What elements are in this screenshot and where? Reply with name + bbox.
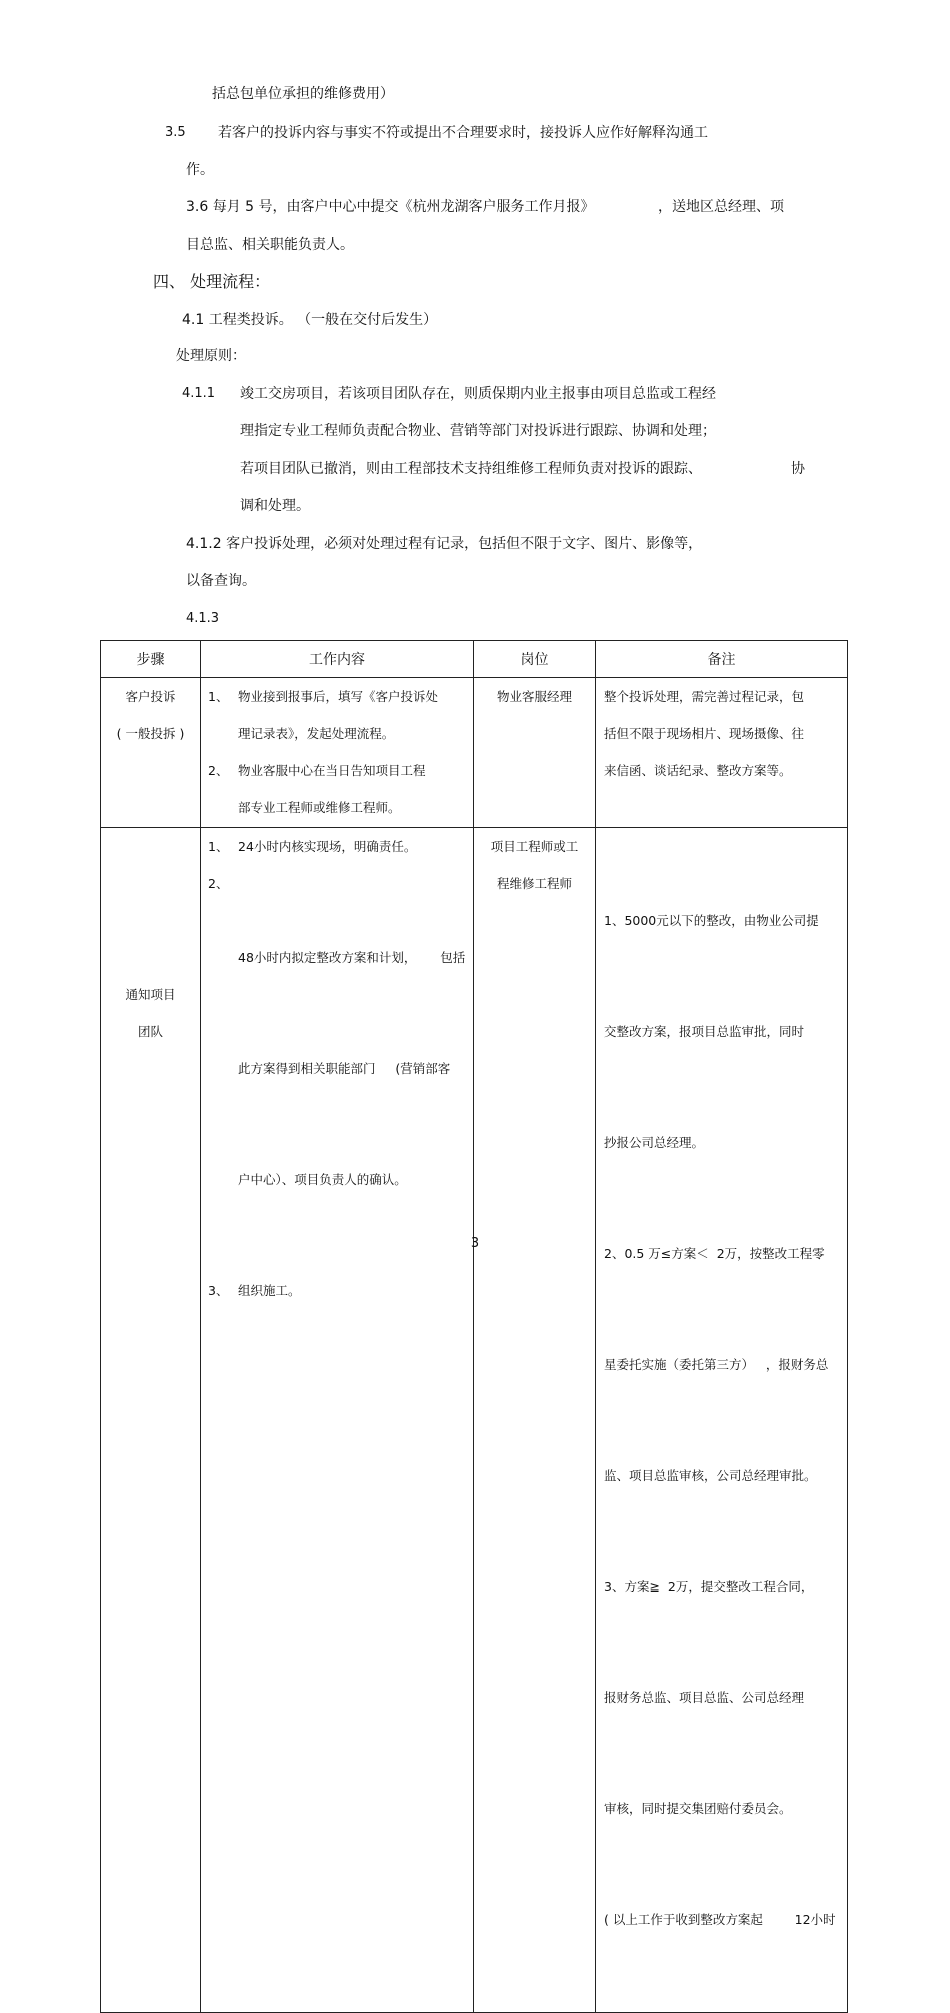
- note-line: 监、项目总监审核，公司总经理审批。: [604, 1468, 817, 1483]
- process-table: [100, 640, 848, 2013]
- work-line: 理记录表》，发起处理流程。: [238, 726, 395, 741]
- notes-cell: [596, 828, 848, 2013]
- note-line: 括但不限于现场相片、现场摄像、往: [604, 726, 805, 741]
- work-item: [201, 752, 473, 826]
- note-line: 来信函、谈话纪录、整改方案等。: [604, 763, 792, 778]
- post-cell: [474, 828, 596, 2013]
- subsection-heading: 4.1 工程类投诉。 （一般在交付后发生）: [182, 312, 438, 328]
- step-label: 团队: [137, 1024, 163, 1039]
- note-line: 星委托实施（委托第三方） ，报财务总: [604, 1357, 829, 1372]
- table-row: [101, 828, 848, 2013]
- para-line: 目总监、相关职能负责人。: [186, 237, 354, 253]
- para-line: 括总包单位承担的维修费用）: [212, 86, 394, 102]
- note-line: 3、方案≧ 2万，提交整改工程合同，: [604, 1579, 814, 1594]
- item-index: 2、: [208, 763, 229, 778]
- work-line: 物业客服中心在当日告知项目工程: [238, 763, 426, 778]
- header-work: 工作内容: [201, 641, 474, 678]
- item-index: 1、: [208, 839, 229, 854]
- note-line: 整个投诉处理，需完善过程记录，包: [604, 689, 805, 704]
- para-line: 若客户的投诉内容与事实不符或提出不合理要求时，接投诉人应作好解释沟通工: [218, 125, 708, 141]
- work-line: 物业接到报事后，填写《客户投诉处: [238, 689, 439, 704]
- note-line: 交整改方案，报项目总监审批，同时: [604, 1024, 805, 1039]
- para-line: 4.1.2 客户投诉处理，必须对处理过程有记录，包括但不限于文字、图片、影像等，: [186, 536, 703, 552]
- post-cell: [474, 678, 596, 828]
- header-notes: 备注: [596, 641, 848, 678]
- note-line: 2、0.5 万≤方案＜ 2万，按整改工程零: [604, 1246, 825, 1261]
- work-cell: [201, 678, 474, 828]
- item-index: 1、: [208, 689, 229, 704]
- notes-cell: [596, 678, 848, 828]
- item-index: 2、: [208, 876, 229, 891]
- work-line: 组织施工。: [238, 1283, 301, 1298]
- work-item: [201, 828, 473, 865]
- header-step: 步骤: [101, 641, 201, 678]
- note-line: 审核，同时提交集团赔付委员会。: [604, 1801, 792, 1816]
- work-line: 户中心）、项目负责人的确认。: [238, 1172, 407, 1187]
- post-label: 程维修工程师: [496, 876, 572, 891]
- section-heading: 四、 处理流程：: [153, 272, 271, 291]
- para-line: 若项目团队已撤消，则由工程部技术支持组维修工程师负责对投诉的跟踪、: [240, 461, 702, 477]
- work-item: [201, 865, 473, 1272]
- note-line: ( 以上工作于收到整改方案起 12小时: [604, 1912, 836, 1927]
- header-post: 岗位: [474, 641, 596, 678]
- page-number: 3: [470, 1236, 480, 1251]
- work-line: 部专业工程师或维修工程师。: [238, 800, 401, 815]
- para-line: 作。: [186, 162, 214, 178]
- step-cell: [101, 828, 201, 2013]
- work-item: [201, 1272, 473, 1309]
- para-line: 调和处理。: [240, 498, 310, 514]
- work-line: 48小时内拟定整改方案和计划， 包括: [238, 950, 466, 965]
- note-line: 1、5000元以下的整改，由物业公司提: [604, 913, 819, 928]
- para-line: 竣工交房项目，若该项目团队存在，则质保期内业主报事由项目总监或工程经: [240, 386, 716, 402]
- step-label: 客户投诉: [125, 689, 176, 704]
- para-line: 理指定专业工程师负责配合物业、营销等部门对投诉进行跟踪、协调和处理；: [240, 423, 716, 439]
- note-line: 报财务总监、项目总监、公司总经理: [604, 1690, 805, 1705]
- para-line: ，送地区总经理、项: [658, 199, 784, 215]
- post-label: 项目工程师或工: [490, 839, 579, 854]
- work-line: 此方案得到相关职能部门 (营销部客: [238, 1061, 451, 1076]
- step-cell: [101, 678, 201, 828]
- para-line: 3.6 每月 5 号，由客户中心中提交《杭州龙湖客户服务工作月报》: [186, 199, 595, 215]
- section-number: 3.5: [165, 125, 186, 140]
- table-header-row: [101, 641, 848, 678]
- table-row: [101, 678, 848, 828]
- section-number: 4.1.3: [186, 611, 220, 626]
- work-cell: [201, 828, 474, 2013]
- para-line: 处理原则：: [176, 348, 246, 364]
- note-line: 抄报公司总经理。: [604, 1135, 705, 1150]
- step-label: 通知项目: [125, 987, 176, 1002]
- para-line: 以备查询。: [186, 573, 256, 589]
- section-number: 4.1.1: [182, 386, 216, 401]
- step-label: ( 一般投拆 ): [116, 726, 185, 741]
- work-item: [201, 678, 473, 752]
- item-index: 3、: [208, 1283, 229, 1298]
- work-line: 24小时内核实现场，明确责任。: [238, 839, 417, 854]
- post-label: 物业客服经理: [496, 689, 572, 704]
- para-line: 协: [791, 461, 805, 477]
